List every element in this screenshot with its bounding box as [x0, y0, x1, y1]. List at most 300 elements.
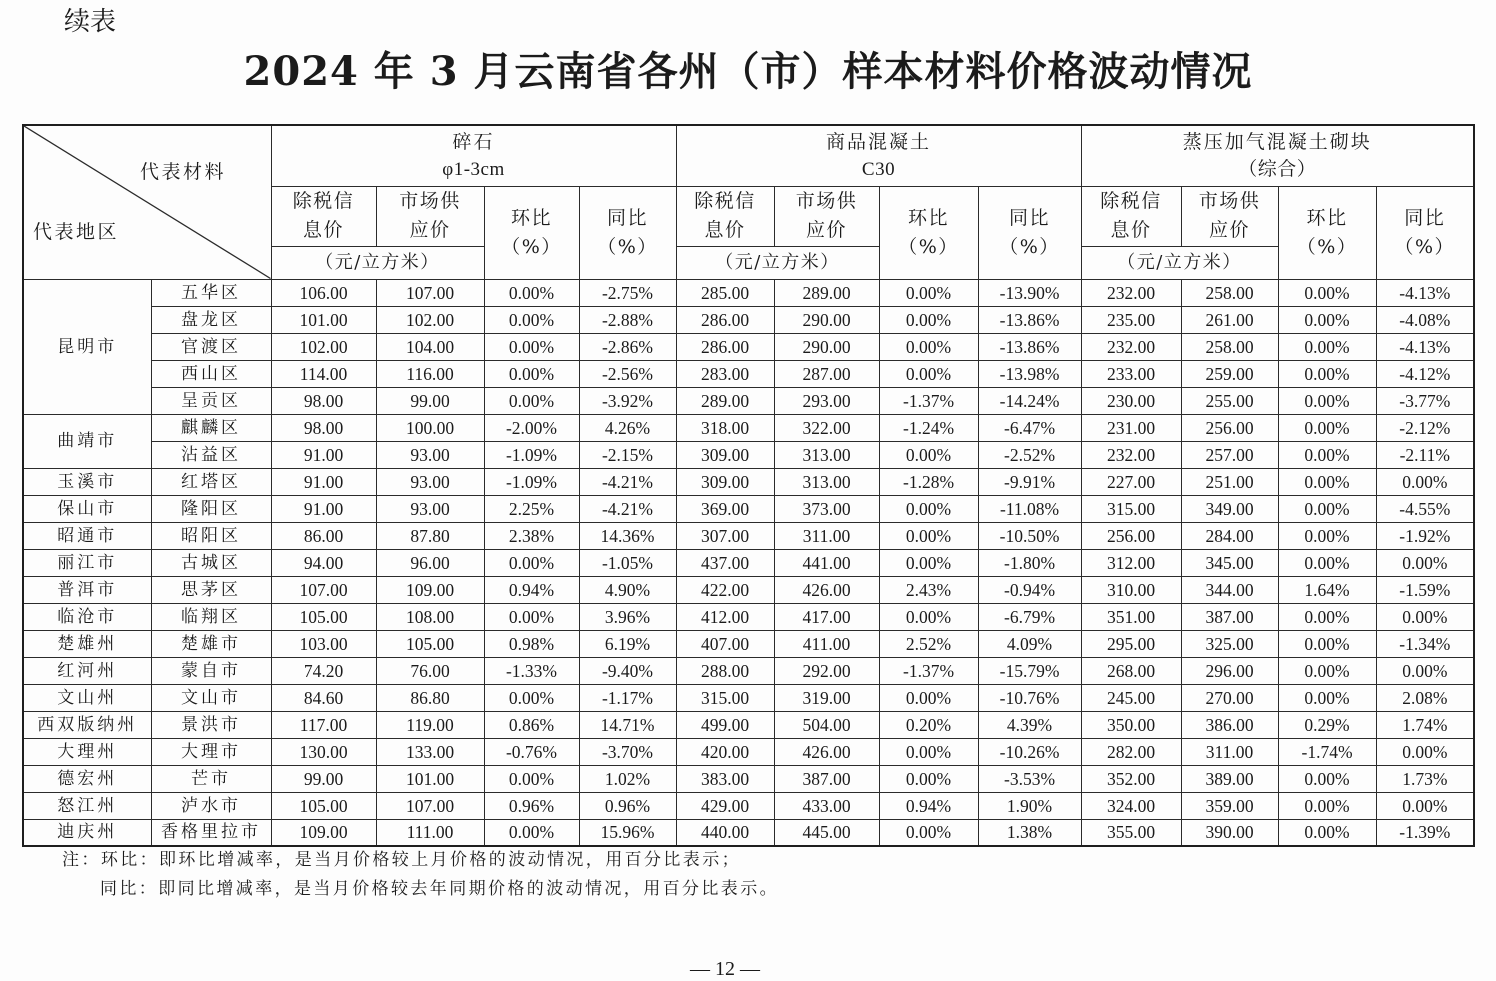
crushed-stone-yoy-change: -2.15% [579, 441, 676, 468]
crushed-stone-mom-change: 0.00% [484, 765, 579, 792]
header-line: （%） [1394, 235, 1456, 258]
crushed-stone-yoy-change: -2.56% [579, 360, 676, 387]
table-row [23, 576, 1474, 603]
crushed-stone-market-price: 111.00 [376, 819, 484, 846]
group-header-concrete [676, 125, 1081, 186]
aerated-block-yoy-change: 2.08% [1376, 684, 1474, 711]
crushed-stone-market-price: 119.00 [376, 711, 484, 738]
concrete-tax-excluded-price: 499.00 [676, 711, 774, 738]
table-row [23, 495, 1474, 522]
crushed-stone-market-price: 108.00 [376, 603, 484, 630]
concrete-mom-change: 0.94% [879, 792, 978, 819]
crushed-stone-yoy-change: -9.40% [579, 657, 676, 684]
table-body [23, 279, 1474, 846]
concrete-yoy-change: -10.26% [978, 738, 1081, 765]
concrete-mom-change: -1.28% [879, 468, 978, 495]
header-market-price [774, 186, 879, 246]
aerated-block-mom-change: 0.00% [1278, 522, 1376, 549]
crushed-stone-market-price: 76.00 [376, 657, 484, 684]
city-cell: 玉溪市 [23, 468, 151, 495]
header-tax-excluded-price [1081, 186, 1181, 246]
aerated-block-tax-excluded-price: 232.00 [1081, 441, 1181, 468]
group-header-crushed-stone [271, 125, 676, 186]
aerated-block-mom-change: 0.00% [1278, 441, 1376, 468]
city-cell: 昆明市 [23, 279, 151, 414]
concrete-market-price: 426.00 [774, 576, 879, 603]
aerated-block-market-price: 349.00 [1181, 495, 1278, 522]
aerated-block-tax-excluded-price: 245.00 [1081, 684, 1181, 711]
note-mom-text: 环比：即环比增减率，是当月价格较上月价格的波动情况，用百分比表示； [100, 850, 742, 870]
note-line-mom [62, 849, 741, 871]
header-line: 除税信 [694, 190, 756, 212]
group-name: 商品混凝土 [826, 130, 932, 153]
concrete-mom-change: 0.00% [879, 360, 978, 387]
city-cell: 西双版纳州 [23, 711, 151, 738]
aerated-block-mom-change: 0.00% [1278, 333, 1376, 360]
city-cell: 红河州 [23, 657, 151, 684]
concrete-market-price: 417.00 [774, 603, 879, 630]
crushed-stone-yoy-change: 0.96% [579, 792, 676, 819]
table-row [23, 387, 1474, 414]
crushed-stone-tax-excluded-price: 102.00 [271, 333, 376, 360]
aerated-block-tax-excluded-price: 227.00 [1081, 468, 1181, 495]
concrete-tax-excluded-price: 286.00 [676, 333, 774, 360]
crushed-stone-market-price: 133.00 [376, 738, 484, 765]
aerated-block-mom-change: 0.00% [1278, 387, 1376, 414]
city-cell: 迪庆州 [23, 819, 151, 846]
crushed-stone-mom-change: -1.09% [484, 441, 579, 468]
concrete-mom-change: -1.37% [879, 657, 978, 684]
crushed-stone-market-price: 102.00 [376, 306, 484, 333]
aerated-block-market-price: 255.00 [1181, 387, 1278, 414]
note-prefix: 注： [62, 850, 101, 870]
header-mom-change [1278, 186, 1376, 279]
table-row [23, 738, 1474, 765]
concrete-mom-change: 0.00% [879, 333, 978, 360]
district-cell: 文山市 [151, 684, 271, 711]
crushed-stone-tax-excluded-price: 91.00 [271, 468, 376, 495]
concrete-mom-change: 0.00% [879, 441, 978, 468]
district-cell: 临翔区 [151, 603, 271, 630]
crushed-stone-yoy-change: 6.19% [579, 630, 676, 657]
concrete-tax-excluded-price: 383.00 [676, 765, 774, 792]
district-cell: 盘龙区 [151, 306, 271, 333]
header-line: 市场供 [399, 190, 461, 212]
crushed-stone-mom-change: 0.00% [484, 333, 579, 360]
header-tax-excluded-price [271, 186, 376, 246]
crushed-stone-tax-excluded-price: 105.00 [271, 792, 376, 819]
corner-header-cell [23, 125, 271, 279]
table-row [23, 792, 1474, 819]
aerated-block-yoy-change: -1.34% [1376, 630, 1474, 657]
aerated-block-mom-change: 0.00% [1278, 468, 1376, 495]
header-line: 同比 [1404, 206, 1446, 229]
district-cell: 古城区 [151, 549, 271, 576]
header-yoy-change [978, 186, 1081, 279]
aerated-block-market-price: 257.00 [1181, 441, 1278, 468]
concrete-tax-excluded-price: 286.00 [676, 306, 774, 333]
concrete-market-price: 311.00 [774, 522, 879, 549]
aerated-block-mom-change: 0.00% [1278, 603, 1376, 630]
table-row [23, 279, 1474, 306]
concrete-mom-change: 0.00% [879, 684, 978, 711]
aerated-block-tax-excluded-price: 232.00 [1081, 279, 1181, 306]
crushed-stone-tax-excluded-price: 91.00 [271, 441, 376, 468]
aerated-block-mom-change: 0.00% [1278, 819, 1376, 846]
aerated-block-tax-excluded-price: 230.00 [1081, 387, 1181, 414]
crushed-stone-mom-change: -1.33% [484, 657, 579, 684]
city-cell: 丽江市 [23, 549, 151, 576]
city-cell: 昭通市 [23, 522, 151, 549]
crushed-stone-tax-excluded-price: 98.00 [271, 387, 376, 414]
group-header-aerated-block [1081, 125, 1474, 186]
aerated-block-tax-excluded-price: 350.00 [1081, 711, 1181, 738]
crushed-stone-mom-change: 0.94% [484, 576, 579, 603]
aerated-block-market-price: 259.00 [1181, 360, 1278, 387]
concrete-yoy-change: -13.90% [978, 279, 1081, 306]
header-line: 环比 [510, 206, 552, 229]
crushed-stone-mom-change: -0.76% [484, 738, 579, 765]
concrete-yoy-change: -10.76% [978, 684, 1081, 711]
district-cell: 麒麟区 [151, 414, 271, 441]
concrete-yoy-change: -6.79% [978, 603, 1081, 630]
crushed-stone-mom-change: 0.00% [484, 684, 579, 711]
crushed-stone-mom-change: -1.09% [484, 468, 579, 495]
concrete-mom-change: 0.00% [879, 765, 978, 792]
concrete-yoy-change: -10.50% [978, 522, 1081, 549]
concrete-tax-excluded-price: 309.00 [676, 468, 774, 495]
aerated-block-yoy-change: -2.11% [1376, 441, 1474, 468]
table-row [23, 657, 1474, 684]
concrete-tax-excluded-price: 412.00 [676, 603, 774, 630]
concrete-yoy-change: -13.86% [978, 333, 1081, 360]
aerated-block-tax-excluded-price: 282.00 [1081, 738, 1181, 765]
aerated-block-yoy-change: -4.55% [1376, 495, 1474, 522]
aerated-block-yoy-change: 1.73% [1376, 765, 1474, 792]
district-cell: 蒙自市 [151, 657, 271, 684]
concrete-yoy-change: -3.53% [978, 765, 1081, 792]
diagonal-divider [24, 126, 271, 279]
crushed-stone-market-price: 96.00 [376, 549, 484, 576]
header-line: （%） [1296, 235, 1358, 258]
concrete-tax-excluded-price: 369.00 [676, 495, 774, 522]
aerated-block-yoy-change: -4.12% [1376, 360, 1474, 387]
aerated-block-market-price: 256.00 [1181, 414, 1278, 441]
crushed-stone-yoy-change: -2.86% [579, 333, 676, 360]
aerated-block-mom-change: 0.00% [1278, 684, 1376, 711]
district-cell: 昭阳区 [151, 522, 271, 549]
table-row [23, 306, 1474, 333]
concrete-market-price: 426.00 [774, 738, 879, 765]
city-cell: 德宏州 [23, 765, 151, 792]
header-line: 息价 [302, 219, 344, 241]
concrete-yoy-change: 4.09% [978, 630, 1081, 657]
concrete-market-price: 445.00 [774, 819, 879, 846]
concrete-tax-excluded-price: 407.00 [676, 630, 774, 657]
header-line: 除税信 [292, 190, 355, 212]
district-cell: 思茅区 [151, 576, 271, 603]
concrete-mom-change: 0.00% [879, 522, 978, 549]
header-market-price [376, 186, 484, 246]
district-cell: 红塔区 [151, 468, 271, 495]
district-cell: 香格里拉市 [151, 819, 271, 846]
crushed-stone-mom-change: -2.00% [484, 414, 579, 441]
crushed-stone-tax-excluded-price: 106.00 [271, 279, 376, 306]
city-cell: 文山州 [23, 684, 151, 711]
header-line: 环比 [1306, 206, 1348, 229]
crushed-stone-market-price: 99.00 [376, 387, 484, 414]
crushed-stone-mom-change: 0.00% [484, 387, 579, 414]
table-row [23, 360, 1474, 387]
city-cell: 怒江州 [23, 792, 151, 819]
aerated-block-market-price: 261.00 [1181, 306, 1278, 333]
header-line: 应价 [409, 219, 451, 241]
header-mom-change [879, 186, 978, 279]
concrete-tax-excluded-price: 283.00 [676, 360, 774, 387]
concrete-market-price: 293.00 [774, 387, 879, 414]
header-line: 除税信 [1100, 190, 1162, 212]
aerated-block-tax-excluded-price: 233.00 [1081, 360, 1181, 387]
header-tax-excluded-price [676, 186, 774, 246]
concrete-market-price: 433.00 [774, 792, 879, 819]
concrete-market-price: 387.00 [774, 765, 879, 792]
aerated-block-market-price: 359.00 [1181, 792, 1278, 819]
concrete-yoy-change: -9.91% [978, 468, 1081, 495]
crushed-stone-yoy-change: 4.90% [579, 576, 676, 603]
table-row [23, 684, 1474, 711]
header-market-price [1181, 186, 1278, 246]
aerated-block-market-price: 389.00 [1181, 765, 1278, 792]
header-line: 同比 [1009, 206, 1051, 229]
concrete-market-price: 504.00 [774, 711, 879, 738]
continued-table-label: 续表 [64, 7, 117, 37]
concrete-mom-change: 0.00% [879, 306, 978, 333]
crushed-stone-mom-change: 0.00% [484, 279, 579, 306]
crushed-stone-market-price: 109.00 [376, 576, 484, 603]
page-number: — 12 — [690, 958, 760, 980]
concrete-market-price: 313.00 [774, 468, 879, 495]
aerated-block-yoy-change: -4.13% [1376, 279, 1474, 306]
concrete-tax-excluded-price: 420.00 [676, 738, 774, 765]
header-line: （%） [999, 235, 1060, 258]
header-price-unit: （元/立方米） [271, 246, 484, 279]
aerated-block-market-price: 344.00 [1181, 576, 1278, 603]
concrete-mom-change: 0.00% [879, 819, 978, 846]
crushed-stone-tax-excluded-price: 86.00 [271, 522, 376, 549]
aerated-block-mom-change: 0.00% [1278, 549, 1376, 576]
concrete-mom-change: 0.00% [879, 495, 978, 522]
district-cell: 五华区 [151, 279, 271, 306]
crushed-stone-mom-change: 2.38% [484, 522, 579, 549]
aerated-block-tax-excluded-price: 312.00 [1081, 549, 1181, 576]
concrete-market-price: 441.00 [774, 549, 879, 576]
crushed-stone-mom-change: 0.00% [484, 360, 579, 387]
aerated-block-yoy-change: 0.00% [1376, 468, 1474, 495]
header-line: 环比 [908, 206, 950, 229]
crushed-stone-tax-excluded-price: 98.00 [271, 414, 376, 441]
aerated-block-mom-change: 0.00% [1278, 657, 1376, 684]
aerated-block-yoy-change: 0.00% [1376, 549, 1474, 576]
concrete-mom-change: 2.43% [879, 576, 978, 603]
concrete-tax-excluded-price: 437.00 [676, 549, 774, 576]
table-row [23, 603, 1474, 630]
crushed-stone-mom-change: 0.98% [484, 630, 579, 657]
concrete-mom-change: 0.20% [879, 711, 978, 738]
concrete-market-price: 319.00 [774, 684, 879, 711]
crushed-stone-mom-change: 0.00% [484, 819, 579, 846]
aerated-block-yoy-change: 0.00% [1376, 657, 1474, 684]
aerated-block-yoy-change: -3.77% [1376, 387, 1474, 414]
aerated-block-yoy-change: 0.00% [1376, 738, 1474, 765]
crushed-stone-market-price: 105.00 [376, 630, 484, 657]
city-cell: 临沧市 [23, 603, 151, 630]
concrete-market-price: 287.00 [774, 360, 879, 387]
crushed-stone-yoy-change: -4.21% [579, 495, 676, 522]
aerated-block-market-price: 296.00 [1181, 657, 1278, 684]
concrete-tax-excluded-price: 307.00 [676, 522, 774, 549]
district-cell: 芒市 [151, 765, 271, 792]
crushed-stone-yoy-change: 14.36% [579, 522, 676, 549]
group-spec: φ1-3cm [442, 158, 505, 180]
city-cell: 普洱市 [23, 576, 151, 603]
crushed-stone-yoy-change: 14.71% [579, 711, 676, 738]
aerated-block-yoy-change: -1.92% [1376, 522, 1474, 549]
header-line: 市场供 [1198, 190, 1261, 212]
header-line: （%） [597, 235, 658, 258]
header-line: 息价 [1110, 219, 1152, 241]
table-row [23, 765, 1474, 792]
crushed-stone-tax-excluded-price: 109.00 [271, 819, 376, 846]
crushed-stone-market-price: 93.00 [376, 468, 484, 495]
city-cell: 楚雄州 [23, 630, 151, 657]
aerated-block-yoy-change: -4.13% [1376, 333, 1474, 360]
crushed-stone-mom-change: 0.00% [484, 603, 579, 630]
aerated-block-yoy-change: -4.08% [1376, 306, 1474, 333]
aerated-block-market-price: 270.00 [1181, 684, 1278, 711]
crushed-stone-tax-excluded-price: 99.00 [271, 765, 376, 792]
concrete-mom-change: 2.52% [879, 630, 978, 657]
table-row [23, 630, 1474, 657]
header-price-unit: （元/立方米） [676, 246, 879, 279]
crushed-stone-yoy-change: -4.21% [579, 468, 676, 495]
aerated-block-market-price: 390.00 [1181, 819, 1278, 846]
aerated-block-tax-excluded-price: 232.00 [1081, 333, 1181, 360]
crushed-stone-market-price: 100.00 [376, 414, 484, 441]
concrete-tax-excluded-price: 422.00 [676, 576, 774, 603]
crushed-stone-market-price: 116.00 [376, 360, 484, 387]
aerated-block-market-price: 258.00 [1181, 333, 1278, 360]
crushed-stone-yoy-change: 1.02% [579, 765, 676, 792]
crushed-stone-tax-excluded-price: 91.00 [271, 495, 376, 522]
aerated-block-tax-excluded-price: 256.00 [1081, 522, 1181, 549]
header-line: （%） [898, 235, 959, 258]
aerated-block-tax-excluded-price: 231.00 [1081, 414, 1181, 441]
crushed-stone-market-price: 86.80 [376, 684, 484, 711]
district-cell: 官渡区 [151, 333, 271, 360]
aerated-block-mom-change: 0.00% [1278, 792, 1376, 819]
aerated-block-tax-excluded-price: 235.00 [1081, 306, 1181, 333]
header-yoy-change [1376, 186, 1474, 279]
concrete-market-price: 322.00 [774, 414, 879, 441]
aerated-block-mom-change: 0.00% [1278, 279, 1376, 306]
district-cell: 沾益区 [151, 441, 271, 468]
concrete-mom-change: 0.00% [879, 549, 978, 576]
concrete-yoy-change: 4.39% [978, 711, 1081, 738]
crushed-stone-tax-excluded-price: 114.00 [271, 360, 376, 387]
table-header [23, 125, 1474, 279]
aerated-block-mom-change: 0.29% [1278, 711, 1376, 738]
city-cell: 保山市 [23, 495, 151, 522]
crushed-stone-mom-change: 0.86% [484, 711, 579, 738]
concrete-yoy-change: 1.90% [978, 792, 1081, 819]
concrete-tax-excluded-price: 318.00 [676, 414, 774, 441]
district-cell: 泸水市 [151, 792, 271, 819]
crushed-stone-tax-excluded-price: 101.00 [271, 306, 376, 333]
aerated-block-mom-change: 0.00% [1278, 765, 1376, 792]
header-line: 同比 [607, 206, 649, 229]
concrete-tax-excluded-price: 309.00 [676, 441, 774, 468]
aerated-block-market-price: 284.00 [1181, 522, 1278, 549]
city-cell: 曲靖市 [23, 414, 151, 468]
crushed-stone-market-price: 107.00 [376, 792, 484, 819]
concrete-mom-change: -1.37% [879, 387, 978, 414]
concrete-yoy-change: -13.86% [978, 306, 1081, 333]
city-cell: 大理州 [23, 738, 151, 765]
concrete-yoy-change: -14.24% [978, 387, 1081, 414]
aerated-block-yoy-change: -1.39% [1376, 819, 1474, 846]
concrete-market-price: 289.00 [774, 279, 879, 306]
note-yoy-text: 同比：即同比增减率，是当月价格较去年同期价格的波动情况，用百分比表示。 [100, 879, 779, 899]
header-yoy-change [579, 186, 676, 279]
crushed-stone-yoy-change: -3.92% [579, 387, 676, 414]
aerated-block-mom-change: 0.00% [1278, 360, 1376, 387]
aerated-block-market-price: 311.00 [1181, 738, 1278, 765]
crushed-stone-tax-excluded-price: 74.20 [271, 657, 376, 684]
aerated-block-mom-change: 0.00% [1278, 306, 1376, 333]
crushed-stone-mom-change: 0.00% [484, 306, 579, 333]
district-cell: 呈贡区 [151, 387, 271, 414]
district-cell: 大理市 [151, 738, 271, 765]
aerated-block-tax-excluded-price: 310.00 [1081, 576, 1181, 603]
crushed-stone-yoy-change: -1.05% [579, 549, 676, 576]
aerated-block-market-price: 251.00 [1181, 468, 1278, 495]
crushed-stone-yoy-change: -2.75% [579, 279, 676, 306]
crushed-stone-mom-change: 0.00% [484, 549, 579, 576]
material-axis-label: 代表材料 [140, 161, 227, 183]
aerated-block-market-price: 387.00 [1181, 603, 1278, 630]
aerated-block-mom-change: 0.00% [1278, 630, 1376, 657]
header-line: 应价 [1209, 219, 1251, 241]
aerated-block-yoy-change: 1.74% [1376, 711, 1474, 738]
concrete-tax-excluded-price: 315.00 [676, 684, 774, 711]
crushed-stone-yoy-change: 15.96% [579, 819, 676, 846]
aerated-block-mom-change: 1.64% [1278, 576, 1376, 603]
crushed-stone-tax-excluded-price: 130.00 [271, 738, 376, 765]
concrete-tax-excluded-price: 285.00 [676, 279, 774, 306]
crushed-stone-market-price: 101.00 [376, 765, 484, 792]
header-line: （%） [501, 235, 562, 258]
aerated-block-tax-excluded-price: 324.00 [1081, 792, 1181, 819]
aerated-block-mom-change: -1.74% [1278, 738, 1376, 765]
crushed-stone-yoy-change: 3.96% [579, 603, 676, 630]
header-mom-change [484, 186, 579, 279]
crushed-stone-market-price: 87.80 [376, 522, 484, 549]
concrete-tax-excluded-price: 440.00 [676, 819, 774, 846]
crushed-stone-tax-excluded-price: 105.00 [271, 603, 376, 630]
aerated-block-market-price: 386.00 [1181, 711, 1278, 738]
crushed-stone-market-price: 107.00 [376, 279, 484, 306]
group-spec: （综合） [1238, 158, 1317, 180]
